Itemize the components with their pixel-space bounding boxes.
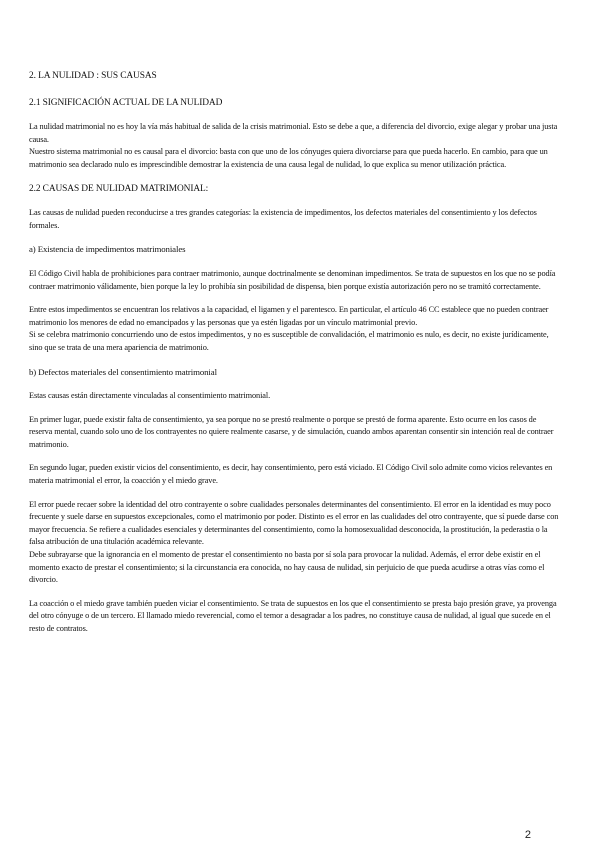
paragraph: El Código Civil habla de prohibiciones para contraer matrimonio, aunque doctrinalmente se denominan impedimentos. Se trata de supuestos en los que no se podía contraer matrimonio válidamente, bien porque la ley lo prohibía sin posibilidad de dispensa, bien porque existía autorización pero no se tramitó correctamente. — [29, 268, 556, 291]
section-body-significacion — [29, 121, 559, 171]
paragraph-group — [29, 304, 559, 354]
page-title: 2. LA NULIDAD : SUS CAUSAS — [29, 71, 157, 81]
subsection-heading-impedimentos: a) Existencia de impedimentos matrimoniales — [29, 244, 186, 255]
paragraph: La coacción o el miedo grave también pueden viciar el consentimiento. Se trata de supuestos en los que el consentimiento se presta bajo presión grave, ya provenga del otro cónyuge o de un tercero. El llamado miedo reverencial, como el temor a desagradar a los padres, no constituye causa de nulidad, al igual que sucede en el resto de contratos. — [29, 598, 557, 633]
paragraph: Debe subrayarse que la ignorancia en el momento de prestar el consentimiento no basta por sí sola para provocar la nulidad. Además, el error debe existir en el momento exacto de prestar el consentimiento; si la circunstancia era conocida, no hay causa de nulidad, sin perjuicio de que pueda acudirse a otras vías como el divorcio. — [29, 550, 545, 585]
paragraph: Estas causas están directamente vinculadas al consentimiento matrimonial. — [29, 391, 271, 401]
paragraph: En segundo lugar, pueden existir vicios del consentimiento, es decir, hay consentimiento, pero está viciado. El Código Civil solo admite como vicios relevantes en materia matrimonial el error, la coacción y el miedo grave. — [29, 463, 553, 486]
paragraph: Nuestro sistema matrimonial no es causal para el divorcio: basta con que uno de los cónyuges quiera divorciarse para que pueda hacerlo. En cambio, para que un matrimonio sea declarado nulo es imprescindible demostrar la existencia de una causa legal de nulidad, lo que explica su menor utilización práctica. — [29, 147, 548, 169]
document-page — [29, 70, 559, 647]
section-heading-causas: 2.2 CAUSAS DE NULIDAD MATRIMONIAL: — [29, 183, 209, 194]
page-number: 2 — [524, 829, 531, 841]
paragraph: Si se celebra matrimonio concurriendo uno de estos impedimentos, y no es susceptible de convalidación, el matrimonio es nulo, es decir, no existe jurídicamente, sino que se trata de una mera apariencia de matrimonio. — [29, 330, 549, 352]
paragraph-intro: Las causas de nulidad pueden reconducirse a tres grandes categorías: la existencia de impedimentos, los defectos materiales del consentimiento y los defectos formales. — [29, 208, 537, 230]
paragraph: Entre estos impedimentos se encuentran los relativos a la capacidad, el ligamen y el parentesco. En particular, el artículo 46 CC establece que no pueden contraer matrimonio los menores de edad no emancipados y las personas que ya estén ligadas por un vínculo matrimonial previo. — [29, 305, 549, 327]
subsection-heading-defectos: b) Defectos materiales del consentimiento matrimonial — [29, 366, 217, 377]
paragraph: La nulidad matrimonial no es hoy la vía más habitual de salida de la crisis matrimonial. Esto se debe a que, a diferencia del divorcio, exige alegar y probar una justa causa. — [29, 122, 558, 144]
section-heading-significacion: 2.1 SIGNIFICACIÓN ACTUAL DE LA NULIDAD — [29, 97, 223, 108]
paragraph-group — [29, 499, 559, 587]
paragraph: El error puede recaer sobre la identidad del otro contrayente o sobre cualidades personales determinantes del consentimiento. El error en la identidad es muy poco frecuente y suele darse en supuestos excepcionales, como el matrimonio por poder. Distinto es el error en las cualidades del otro contrayente, que sí puede darse con mayor frecuencia. Se refiere a cualidades esenciales y determinantes del consentimiento, como la homosexualidad desconocida, la prostitución, la pederastia o la falsa atribución de una titulación académica relevante. — [29, 499, 559, 547]
paragraph: En primer lugar, puede existir falta de consentimiento, ya sea porque no se prestó realmente o porque se prestó de forma aparente. Esto ocurre en los casos de reserva mental, cuando solo uno de los contrayentes no quiere realmente casarse, y de simulación, cuando ambos aparentan consentir sin intención real de contraer matrimonio. — [29, 414, 554, 449]
